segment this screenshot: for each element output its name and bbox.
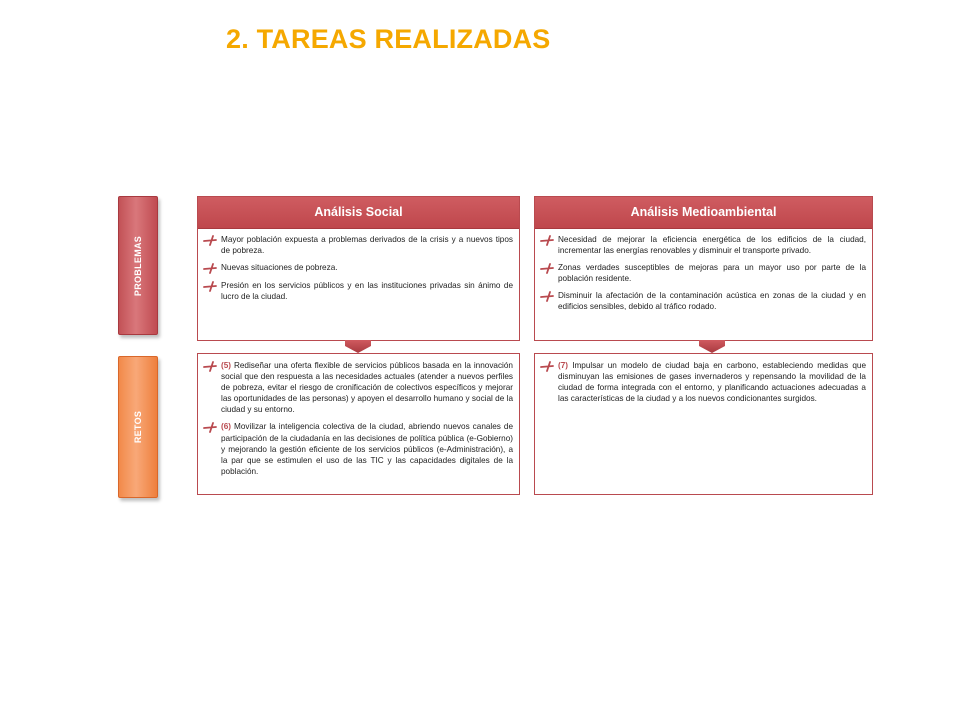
challenges-label: RETOS — [133, 410, 143, 444]
list-item — [540, 360, 866, 404]
environmental-challenge-text — [558, 360, 866, 404]
list-item — [203, 421, 513, 476]
arrow-cross-icon — [540, 361, 554, 372]
social-problem-text: Nuevas situaciones de pobreza. — [221, 263, 338, 273]
environmental-problem-text: Zonas verdades susceptibles de mejoras para un mayor uso por parte de la población residente. — [558, 263, 866, 284]
challenge-ref: (7) — [558, 361, 569, 370]
social-challenge-text — [221, 421, 513, 476]
arrow-cross-icon — [203, 422, 217, 433]
social-challenge-text — [221, 360, 513, 415]
list-item — [203, 262, 513, 274]
problems-label-tab — [118, 196, 158, 335]
social-problems-box — [197, 196, 520, 341]
list-item — [203, 360, 513, 415]
list-item — [540, 234, 866, 256]
arrow-cross-icon — [540, 291, 554, 302]
environmental-problem-text: Necesidad de mejorar la eficiencia energética de los edificios de la ciudad, incrementar las energías renovables y disminuir el transporte privado. — [558, 235, 866, 256]
challenge-body: Movilizar la inteligencia colectiva de la ciudad, abriendo nuevos canales de participación de la ciudadanía en las decisiones de política pública (e-Gobierno) y mejorando la gestión eficiente de los servicios públicos (e-Administración), a la par que se estimulen el uso de las TIC y las capacidades digitales de la población. — [221, 422, 514, 476]
down-connector-icon — [697, 340, 727, 354]
list-item — [540, 290, 866, 312]
page-title: 2. TAREAS REALIZADAS — [226, 24, 551, 54]
arrow-cross-icon — [540, 235, 554, 246]
social-problem-text: Presión en los servicios públicos y en las instituciones privadas sin ánimo de lucro de la ciudad. — [221, 281, 513, 302]
environmental-problem-text: Disminuir la afectación de la contaminación acústica en zonas de la ciudad y en edificios sensibles, debido al tráfico rodado. — [558, 291, 866, 312]
social-header: Análisis Social — [198, 197, 519, 229]
arrow-cross-icon — [540, 263, 554, 274]
list-item — [540, 262, 866, 284]
arrow-cross-icon — [203, 281, 217, 292]
problems-label: PROBLEMAS — [133, 235, 144, 296]
list-item — [203, 234, 513, 256]
challenge-ref: (6) — [221, 422, 232, 432]
environmental-challenges-box — [534, 353, 873, 495]
environmental-problems-box — [534, 196, 873, 341]
challenge-body: Impulsar un modelo de ciudad baja en carbono, estableciendo medidas que disminuyan las emisiones de gases invernaderos y repensando la movilidad de la ciudad de forma integrada con el entorno, y planificando actuaciones adecuadas a las características de la ciudad y a los nuevos condicionantes surgidos. — [558, 361, 867, 404]
list-item — [203, 280, 513, 302]
challenge-ref: (5) — [221, 361, 232, 370]
arrow-cross-icon — [203, 263, 217, 274]
social-challenges-box — [197, 353, 520, 495]
environmental-header: Análisis Medioambiental — [535, 197, 872, 229]
arrow-cross-icon — [203, 235, 217, 246]
challenges-label-tab — [118, 356, 158, 498]
arrow-cross-icon — [203, 361, 217, 372]
down-connector-icon — [343, 340, 373, 354]
challenge-body: Rediseñar una oferta flexible de servicios públicos basada en la innovación social que den respuesta a las necesidades actuales (atender a nuevos perfiles de pobreza, evitar el riesgo de cronificación de colectivos específicos y mejorar las oportunidades de las personas) y apoyen el desarrollo humano y social de la ciudad y su entorno. — [221, 361, 513, 415]
social-problem-text: Mayor población expuesta a problemas derivados de la crisis y a nuevos tipos de pobreza. — [221, 235, 513, 256]
